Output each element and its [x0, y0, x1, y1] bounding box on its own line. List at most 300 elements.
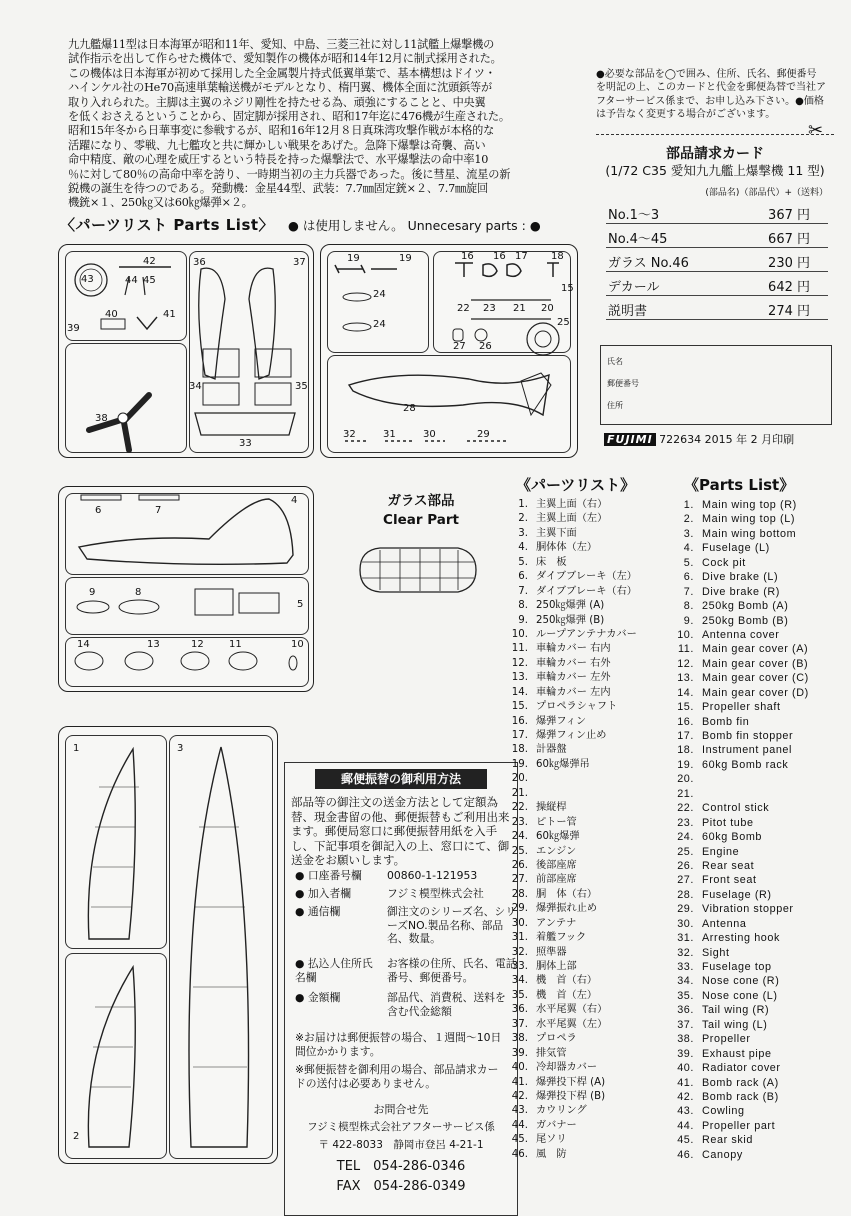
part-index: 7. [518, 585, 528, 597]
parts-list-row [676, 556, 846, 570]
postal-row-comm [295, 905, 517, 949]
part-number: 23 [483, 303, 496, 314]
part-index: 13. [677, 672, 694, 685]
part-index: 41. [677, 1076, 694, 1089]
part-name: 主翼上面（右） [536, 499, 608, 510]
part-number: 18 [551, 251, 564, 262]
part-index: 37. [511, 1018, 528, 1030]
part-name: ガバナー [536, 1119, 577, 1131]
part-name: Cock pit [702, 556, 746, 569]
part-index: 5. [518, 556, 528, 568]
contact-title: お問合せ先 [373, 1103, 429, 1116]
part-name: Bomb rack (A) [702, 1076, 779, 1089]
parts-list-row [504, 556, 684, 570]
parts-list-row [676, 729, 846, 743]
parts-list-row [676, 830, 846, 844]
part-index: 11. [677, 643, 694, 656]
part-index: 30. [511, 917, 528, 929]
part-index: 43. [677, 1105, 694, 1118]
parts-list-row [504, 527, 684, 541]
sprue-a-drawing [59, 245, 313, 457]
parts-list-row [504, 715, 684, 729]
part-index: 44. [511, 1119, 528, 1131]
part-name: 水平尾翼（右） [536, 1004, 608, 1016]
part-name: 爆弾投下桿 (B) [536, 1090, 606, 1102]
price-row-name: デカール [608, 280, 660, 295]
part-number: 32 [343, 429, 356, 440]
parts-list-title: 〈パーツリスト Parts List〉 [60, 216, 275, 234]
part-index: 4. [683, 542, 694, 555]
part-index: 42. [511, 1090, 528, 1102]
parts-list-heading-en: 《Parts List》 [684, 476, 795, 494]
clear-part-title [366, 492, 476, 530]
part-index: 40. [677, 1062, 694, 1075]
part-index: 24. [677, 831, 694, 844]
canopy-drawing [354, 540, 484, 600]
sprue-c [58, 486, 314, 692]
parts-list-row [676, 1003, 846, 1017]
parts-list-row [504, 599, 684, 613]
part-name: Engine [702, 845, 740, 858]
part-index: 12. [677, 657, 694, 670]
part-index: 21. [677, 787, 694, 800]
contact-fax: FAX 054-286-0349 [336, 1179, 466, 1194]
part-number: 11 [229, 639, 242, 650]
part-name: Vibration stopper [702, 903, 794, 916]
intro-line: 昭和15年冬から日華事変に参戦するが、昭和16年12月８日真珠湾攻撃作戦が本格的な [68, 124, 495, 138]
part-index: 27. [511, 874, 528, 886]
part-name: Main gear cover (C) [702, 672, 809, 685]
parts-list-row [676, 989, 846, 1003]
part-number: 25 [557, 317, 570, 328]
parts-list-row [504, 1148, 684, 1162]
part-index: 6. [683, 571, 694, 584]
part-name: エンジン [536, 845, 577, 857]
field-name-label: 氏名 [607, 357, 623, 366]
part-name: ダイブブレーキ（右） [536, 585, 637, 597]
part-name: Antenna cover [702, 628, 780, 641]
part-name: Fuselage top [702, 961, 772, 973]
part-index: 8. [518, 600, 528, 612]
part-name: 水平尾翼（左） [536, 1018, 608, 1030]
part-index: 42. [677, 1090, 694, 1103]
part-index: 46. [511, 1148, 528, 1160]
parts-list-row [504, 888, 684, 902]
clear-part-title-en: Clear Part [383, 512, 459, 528]
price-row-price: 274 円 [768, 304, 810, 319]
part-name: Arresting hook [702, 932, 781, 945]
part-name: Main gear cover (A) [702, 643, 809, 656]
part-number: 41 [163, 309, 176, 320]
postal-row-label: ● 通信欄 [295, 905, 341, 918]
part-name: 後部座席 [536, 859, 577, 871]
parts-list-row [504, 960, 684, 974]
parts-list-row [676, 960, 846, 974]
part-index: 8. [683, 600, 694, 613]
part-number: 29 [477, 429, 490, 440]
part-number: 9 [89, 587, 96, 598]
parts-list-row [676, 1090, 846, 1104]
parts-list-row [676, 498, 846, 512]
part-number: 3 [177, 743, 184, 754]
parts-list-row [676, 628, 846, 642]
contact-company: フジミ模型株式会社アフターサービス係 [307, 1121, 495, 1133]
part-index: 10. [511, 628, 528, 640]
part-index: 21. [511, 787, 528, 799]
part-number: 44 [125, 275, 138, 286]
parts-list-row [676, 873, 846, 887]
parts-list-row [676, 888, 846, 902]
intro-line: 命中精度、敵の心理を威圧するという特長を持った爆撃法で、水平爆撃法の命中率10 [68, 153, 489, 167]
parts-list-row [676, 801, 846, 815]
part-index: 32. [511, 946, 528, 958]
part-name: Pitot tube [702, 816, 754, 829]
price-row-price: 367 円 [768, 208, 810, 223]
price-row [606, 249, 828, 272]
part-name: 照準器 [536, 946, 567, 958]
parts-list-row [504, 772, 684, 786]
part-name: 車輪カバー 右内 [536, 643, 611, 655]
part-index: 35. [677, 989, 694, 1002]
parts-list-row [676, 974, 846, 988]
part-name: 機 首（右） [536, 975, 598, 987]
parts-list-row [504, 1076, 684, 1090]
part-index: 17. [677, 730, 694, 742]
part-index: 23. [511, 816, 528, 828]
parts-list-row [676, 700, 846, 714]
postal-row-value: フジミ模型株式会社 [387, 887, 484, 900]
part-name: 車輪カバー 右外 [536, 657, 611, 669]
part-index: 29. [511, 903, 528, 915]
part-index: 36. [511, 1004, 528, 1016]
part-name: 計器盤 [536, 744, 567, 756]
part-name: 冷却器カバー [536, 1062, 598, 1074]
part-number: 1 [73, 743, 80, 754]
part-number: 30 [423, 429, 436, 440]
parts-list-row [504, 816, 684, 830]
part-index: 44. [677, 1119, 694, 1132]
part-name: Fuselage (L) [702, 542, 770, 555]
parts-list-row [676, 845, 846, 859]
parts-list-row [676, 743, 846, 757]
part-number: 43 [81, 274, 94, 285]
price-row-name: 説明書 [608, 304, 648, 319]
unused-parts-note: ● は使用しません。 Unnecesary parts : ● [288, 218, 541, 233]
intro-line: 機銃×１、250㎏又は60㎏爆弾×２。 [68, 196, 253, 210]
parts-list-row [504, 1104, 684, 1118]
part-index: 25. [511, 845, 528, 857]
part-name: Propeller part [702, 1119, 776, 1132]
part-index: 36. [677, 1004, 694, 1017]
parts-list-en [676, 498, 846, 1162]
postal-row-label: ● 払込人住所氏名欄 [295, 957, 373, 984]
parts-list-row [504, 859, 684, 873]
part-name: Tail wing (R) [702, 1004, 770, 1017]
part-index: 3. [683, 527, 694, 540]
part-index: 29. [677, 903, 694, 916]
postal-row-label: ● 加入者欄 [295, 887, 352, 900]
parts-list-row [504, 1032, 684, 1046]
part-index: 3. [518, 527, 528, 539]
part-number: 24 [373, 289, 386, 300]
part-number: 16 [493, 251, 506, 262]
price-row-price: 230 円 [768, 256, 810, 271]
part-number: 45 [143, 275, 156, 286]
part-number: 33 [239, 438, 252, 449]
part-number: 37 [293, 257, 306, 268]
parts-list-row [676, 527, 846, 541]
part-index: 15. [677, 701, 694, 714]
contact-tel: TEL 054-286-0346 [336, 1159, 466, 1174]
parts-list-row [676, 541, 846, 555]
part-index: 19. [677, 758, 694, 771]
price-row-name: No.4〜45 [608, 232, 668, 247]
part-name: 車輪カバー 左外 [536, 672, 611, 684]
intro-line: 鋭機の誕生を待つのである。発動機：金星44型、武装：7.7㎜固定銃×２、7.7㎜旋回 [68, 182, 488, 196]
intro-line: ハインケル社のHe70高速単葉輸送機がモデルとなり、楕円翼、機体全面に沈頭鋲等が [68, 81, 493, 95]
parts-list-row [504, 1119, 684, 1133]
parts-list-row [504, 743, 684, 757]
sprue-b [320, 244, 578, 458]
contact-address: 〒 422-8033 静岡市登呂 4-21-1 [318, 1139, 484, 1151]
postal-row-value: お客様の住所、氏名、電話番号、郵便番号。 [387, 957, 517, 984]
sprue-c-drawing [59, 487, 313, 691]
parts-list-row [504, 570, 684, 584]
part-name: 60kg Bomb [702, 831, 763, 844]
part-name: Rear skid [702, 1134, 754, 1147]
part-index: 11. [511, 643, 528, 655]
part-name: Tail wing (L) [702, 1018, 768, 1031]
part-number: 14 [77, 639, 90, 650]
parts-list-row [504, 585, 684, 599]
parts-list-row [504, 512, 684, 526]
order-card-title: 部品請求カード [666, 146, 764, 162]
part-number: 17 [515, 251, 528, 262]
part-name: 胴体上部 [536, 961, 577, 972]
price-row-price: 667 円 [768, 232, 810, 247]
parts-list-jp [504, 498, 684, 1162]
part-index: 6. [518, 571, 528, 583]
parts-list-row [676, 1119, 846, 1133]
part-number: 10 [291, 639, 304, 650]
part-name: ループアンテナカバー [536, 628, 637, 640]
postal-row-value: 御注文のシリーズ名、シリーズNO.製品名称、部品名、数量。 [387, 905, 517, 945]
part-index: 2. [518, 513, 528, 525]
fujimi-logo: FUJIMI [604, 433, 656, 446]
scissors-icon: ✂ [808, 120, 824, 141]
part-index: 45. [677, 1134, 694, 1147]
parts-list-row [676, 614, 846, 628]
intro-line: この機体は日本海軍が初めて採用した全金属製片持式低翼単葉で、基本構想はドイツ・ [68, 66, 496, 80]
part-number: 21 [513, 303, 526, 314]
parts-list-row [676, 931, 846, 945]
parts-list-row [676, 859, 846, 873]
parts-list-row [504, 974, 684, 988]
part-name: 250㎏爆弾 (A) [536, 600, 605, 612]
parts-list-row [676, 902, 846, 916]
part-name: 着艦フック [536, 932, 587, 944]
part-name: Front seat [702, 874, 757, 887]
parts-list-row [676, 946, 846, 960]
postal-row-amount [295, 991, 513, 1021]
part-name: 床 板 [536, 556, 567, 568]
part-number: 31 [383, 429, 396, 440]
clear-part-title-jp: ガラス部品 [387, 493, 455, 509]
part-index: 24. [511, 831, 528, 843]
part-number: 19 [399, 253, 412, 264]
part-number: 39 [67, 323, 80, 334]
part-index: 31. [511, 932, 528, 944]
parts-list-row [676, 1148, 846, 1162]
part-name: Bomb fin [702, 715, 750, 728]
parts-list-row [504, 628, 684, 642]
sprue-b-drawing [321, 245, 577, 457]
part-number: 26 [479, 341, 492, 352]
part-index: 39. [511, 1047, 528, 1059]
part-index: 32. [677, 946, 694, 959]
part-name: プロペラシャフト [536, 701, 618, 713]
intro-paragraph [68, 38, 568, 211]
part-name: 前部座席 [536, 874, 577, 886]
sprue-a [58, 244, 314, 458]
parts-list-row [676, 1076, 846, 1090]
part-index: 2. [683, 513, 694, 526]
part-number: 4 [291, 495, 298, 506]
part-name: Instrument panel [702, 744, 793, 757]
postal-note-1: ※お届けは郵便振替の場合、１週間〜10日間位かかります。 [295, 1031, 502, 1058]
part-name: Main wing top (L) [702, 513, 796, 526]
parts-list-row [504, 614, 684, 628]
part-index: 35. [511, 989, 528, 1001]
parts-list-row [676, 642, 846, 656]
part-name: カウリング [536, 1105, 587, 1117]
part-name: Antenna [702, 917, 747, 930]
price-row-name: ガラス No.46 [608, 256, 689, 271]
part-number: 24 [373, 319, 386, 330]
part-index: 18. [511, 744, 528, 756]
postal-row-value: 部品代、消費税、送料を含む代金総額 [387, 991, 506, 1018]
part-number: 35 [295, 381, 308, 392]
part-name: Radiator cover [702, 1062, 781, 1075]
part-index: 1. [683, 499, 694, 511]
print-date: 2015 年 2 月印刷 [704, 433, 795, 446]
part-number: 28 [403, 403, 416, 414]
parts-list-row [504, 946, 684, 960]
part-index: 26. [677, 859, 694, 872]
part-number: 7 [155, 505, 162, 516]
part-name: 爆弾振れ止め [536, 903, 598, 915]
part-name: Rear seat [702, 859, 755, 872]
part-index: 14. [511, 686, 528, 698]
part-number: 34 [189, 381, 202, 392]
parts-list-row [504, 931, 684, 945]
address-box[interactable] [600, 345, 832, 425]
part-name: Canopy [702, 1148, 743, 1161]
part-number: 40 [105, 309, 118, 320]
parts-list-row [504, 686, 684, 700]
intro-line: ％に対して80％の高命中率を誇り、一時期当初の主力兵器であった。後に彗星、流星の新 [68, 167, 511, 181]
order-card-header: (部品名)（部品代）+（送料） [705, 188, 828, 198]
part-name: 風 防 [536, 1148, 567, 1160]
parts-list-row [504, 873, 684, 887]
sprue-d-drawing [59, 727, 277, 1163]
parts-list-row [504, 541, 684, 555]
part-index: 40. [511, 1062, 528, 1074]
part-index: 9. [683, 614, 694, 627]
price-row [606, 297, 828, 320]
part-number: 27 [453, 341, 466, 352]
field-postcode-label: 郵便番号 [607, 379, 639, 388]
part-number: 13 [147, 639, 160, 650]
field-address-label: 住所 [607, 401, 623, 410]
part-number: 36 [193, 257, 206, 268]
part-name: Main wing top (R) [702, 499, 797, 511]
part-number: 2 [73, 1131, 80, 1142]
part-index: 14. [677, 686, 694, 699]
parts-list-row [676, 585, 846, 599]
parts-list-row [504, 845, 684, 859]
part-name: 主翼下面 [536, 527, 577, 539]
part-name: 250kg Bomb (B) [702, 614, 789, 627]
part-number: 5 [297, 599, 304, 610]
part-index: 22. [677, 802, 694, 815]
part-name: 250kg Bomb (A) [702, 600, 789, 613]
part-name: Propeller shaft [702, 701, 781, 714]
parts-list-row [676, 816, 846, 830]
part-name: Dive brake (L) [702, 571, 779, 584]
part-index: 38. [511, 1033, 528, 1045]
part-number: 42 [143, 256, 156, 267]
part-index: 10. [677, 628, 694, 641]
parts-list-row [676, 657, 846, 671]
parts-list-row [676, 1061, 846, 1075]
price-row [606, 273, 828, 296]
intro-line: 取り入れられた。主脚は主翼のネジリ剛性を持たせる為、頑強にすることと、中央翼 [68, 95, 486, 109]
parts-list-row [676, 599, 846, 613]
parts-list-row [676, 787, 846, 801]
part-index: 4. [518, 542, 528, 554]
part-index: 7. [683, 585, 694, 598]
part-name: ピトー管 [536, 816, 577, 828]
part-name: プロペラ [536, 1033, 577, 1045]
part-name: 機 首（左） [536, 989, 598, 1001]
postal-row-label: ● 口座番号欄 [295, 869, 362, 882]
part-number: 6 [95, 505, 102, 516]
part-name: 250㎏爆弾 (B) [536, 614, 605, 626]
parts-list-row [504, 671, 684, 685]
parts-list-row [504, 1061, 684, 1075]
part-name: Exhaust pipe [702, 1047, 772, 1060]
part-name: 胴体体（左） [536, 542, 598, 554]
price-row-price: 642 円 [768, 280, 810, 295]
part-name: 60㎏爆弾吊 [536, 758, 590, 770]
part-index: 20. [677, 773, 694, 786]
part-index: 12. [511, 657, 528, 669]
order-card [596, 134, 834, 445]
part-number: 19 [347, 253, 360, 264]
parts-list-row [676, 671, 846, 685]
part-index: 31. [677, 932, 694, 945]
parts-list-row [676, 758, 846, 772]
parts-list-row [504, 657, 684, 671]
postal-note-2: ※郵便振替を御利用の場合、部品請求カードの送付は必要ありません。 [295, 1063, 499, 1090]
part-name: Main gear cover (D) [702, 686, 809, 699]
part-name: 胴 体（右） [536, 888, 598, 900]
part-index: 33. [677, 961, 694, 973]
part-index: 13. [511, 672, 528, 684]
part-index: 17. [511, 730, 528, 741]
part-number: 8 [135, 587, 142, 598]
